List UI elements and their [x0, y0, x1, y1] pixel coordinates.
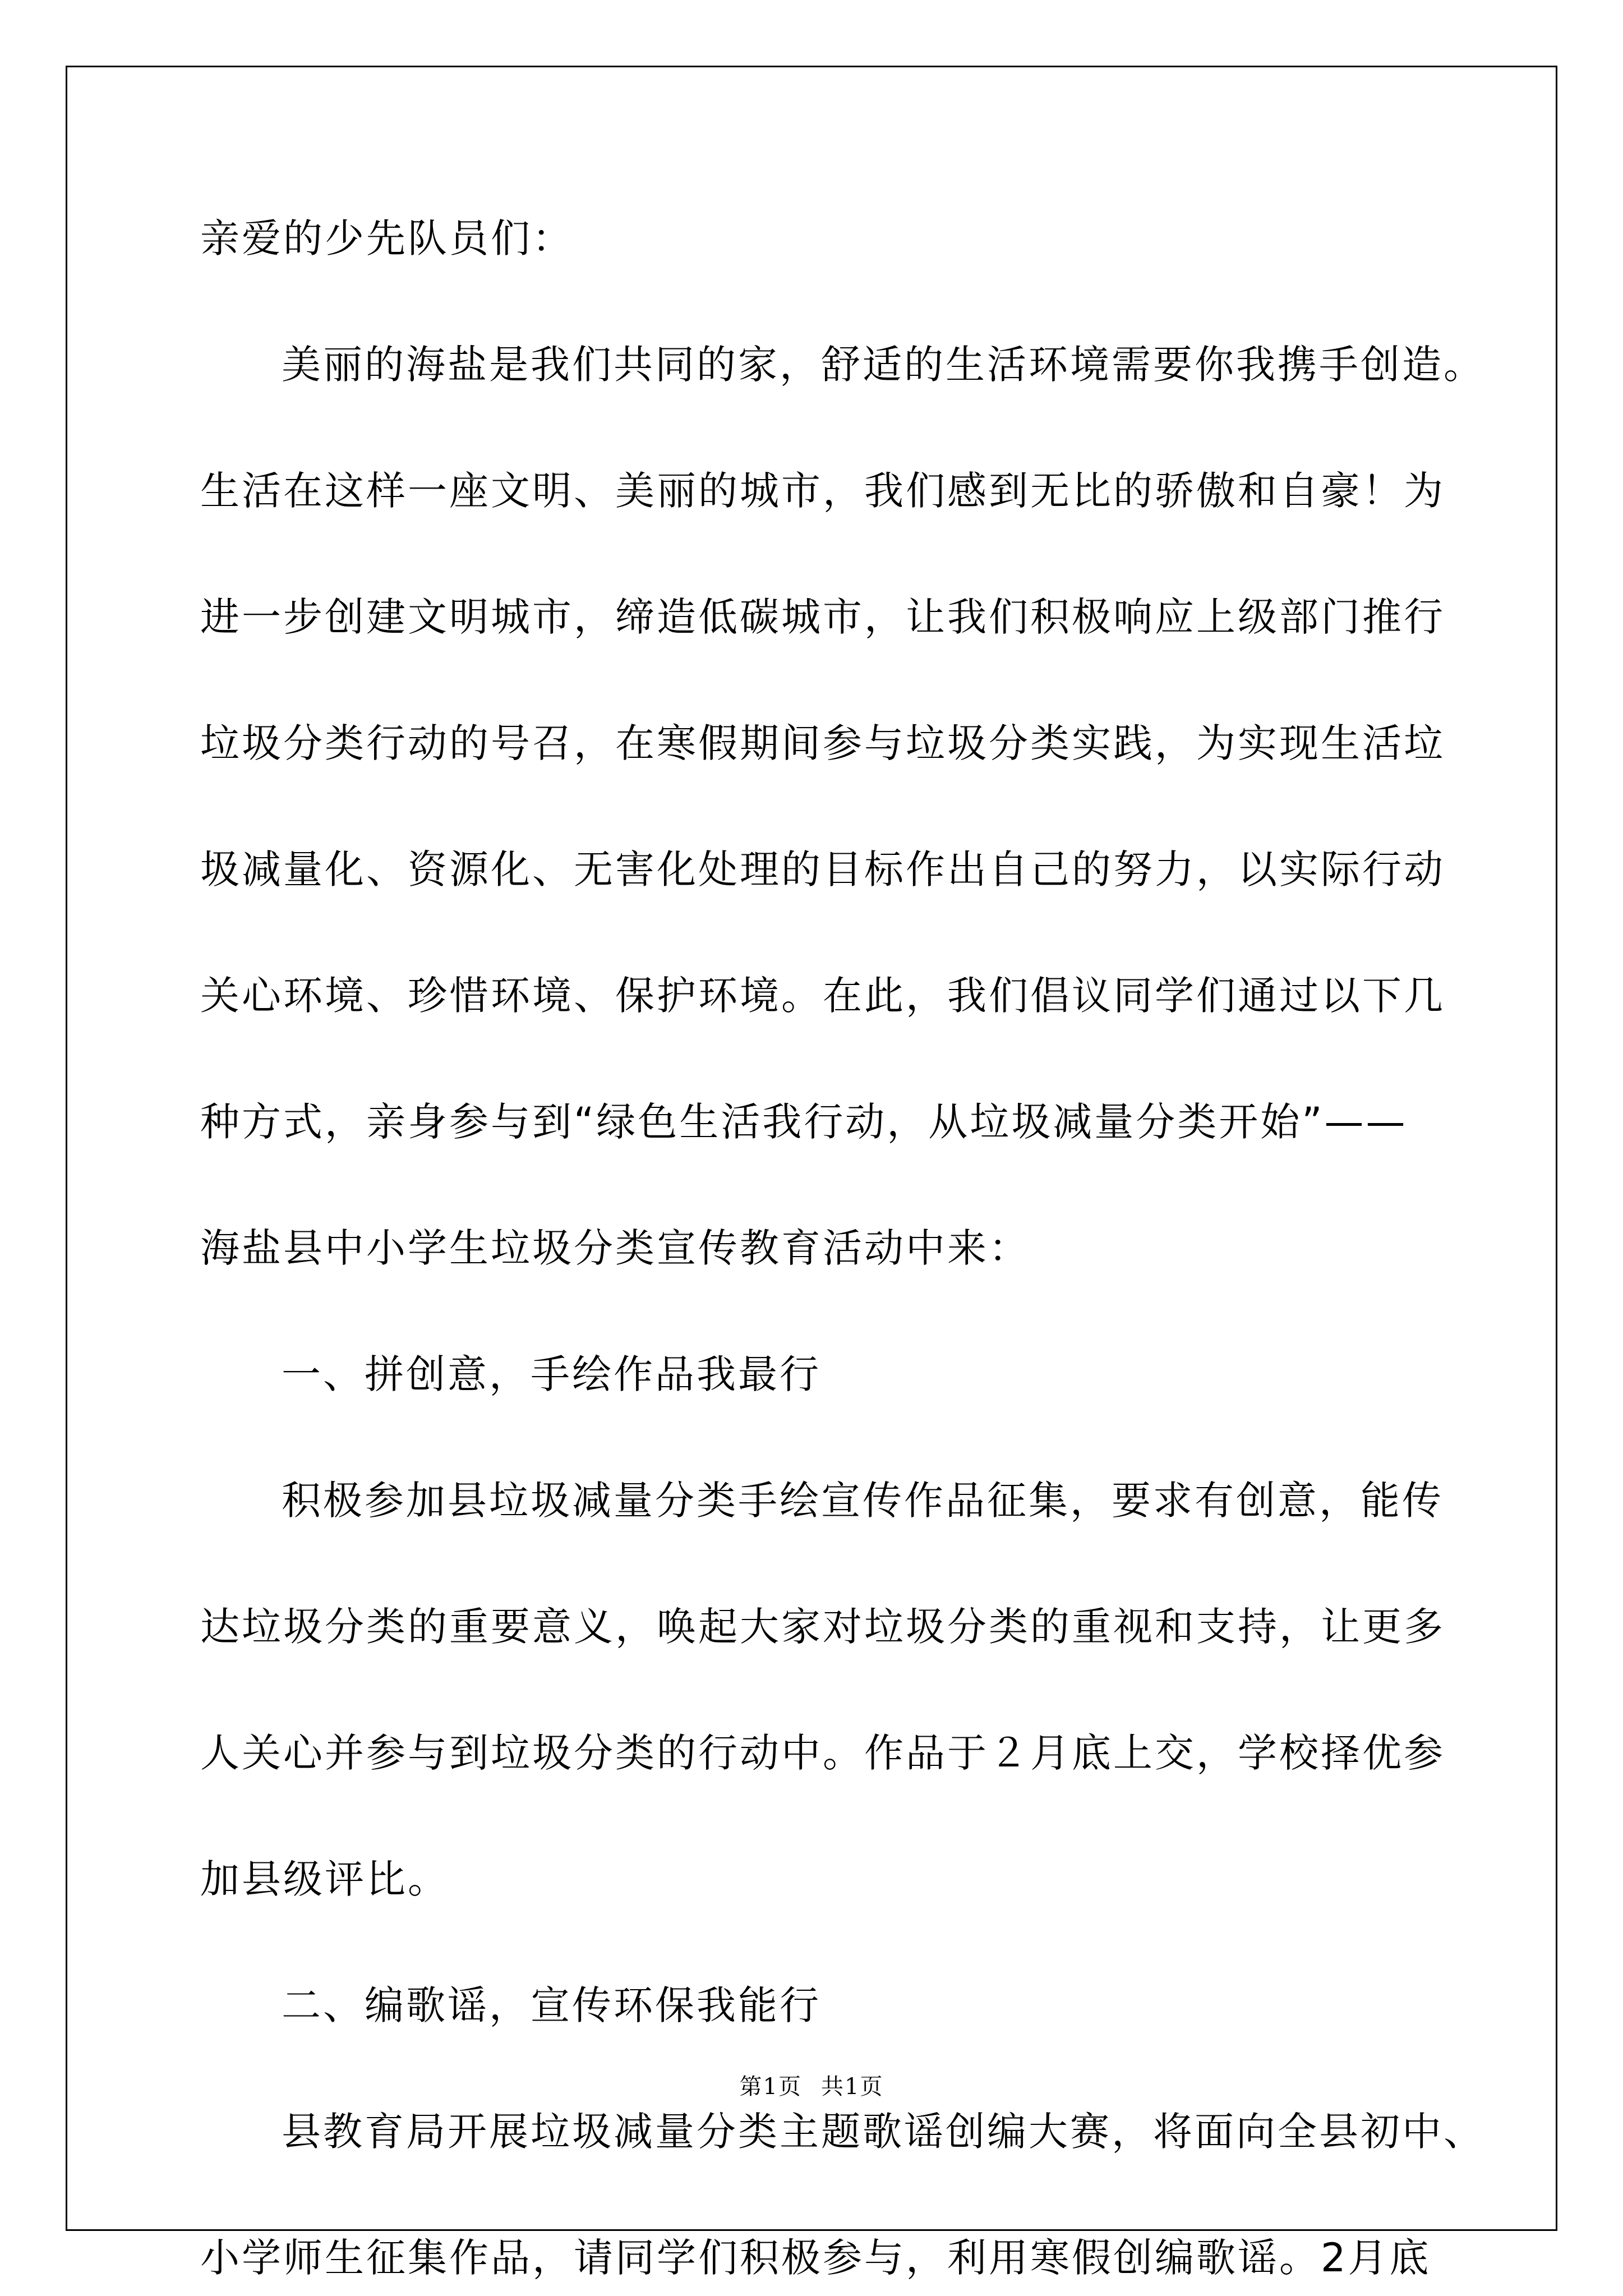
section-1-line-4: 加县级评比。 [200, 1856, 449, 1902]
page-border [66, 66, 1557, 2231]
salutation: 亲爱的少先队员们： [200, 215, 574, 261]
page-number-current: 第1页 [739, 2074, 802, 2100]
paragraph-1-line-6: 关心环境、珍惜环境、保护环境。在此，我们倡议同学们通过以下几 [200, 973, 1445, 1019]
paragraph-1-line-3: 进一步创建文明城市，缔造低碳城市，让我们积极响应上级部门推行 [200, 594, 1445, 640]
page-number-total: 共1页 [821, 2074, 884, 2100]
section-2-heading: 二、编歌谣，宣传环保我能行 [282, 1982, 821, 2028]
section-2-line-1: 县教育局开展垃圾减量分类主题歌谣创编大赛，将面向全县初中、 [282, 2109, 1485, 2155]
section-1-line-1: 积极参加县垃圾减量分类手绘宣传作品征集，要求有创意，能传 [282, 1478, 1444, 1524]
paragraph-1-line-2: 生活在这样一座文明、美丽的城市，我们感到无比的骄傲和自豪！为 [200, 468, 1445, 514]
paragraph-1-line-5: 圾减量化、资源化、无害化处理的目标作出自己的努力，以实际行动 [200, 846, 1445, 892]
section-2-line-2: 小学师生征集作品，请同学们积极参与，利用寒假创编歌谣。2月底 [200, 2235, 1431, 2281]
page-footer [0, 2073, 1623, 2100]
section-1-heading: 一、拼创意，手绘作品我最行 [282, 1351, 821, 1397]
paragraph-1-line-1: 美丽的海盐是我们共同的家，舒适的生活环境需要你我携手创造。 [282, 342, 1485, 388]
paragraph-1-line-7: 种方式，亲身参与到“绿色生活我行动，从垃圾减量分类开始”—— [200, 1099, 1408, 1145]
paragraph-1-line-4: 垃圾分类行动的号召，在寒假期间参与垃圾分类实践，为实现生活垃 [200, 720, 1445, 766]
section-1-line-3: 人关心并参与到垃圾分类的行动中。作品于２月底上交，学校择优参 [200, 1730, 1445, 1776]
paragraph-1-line-8: 海盐县中小学生垃圾分类宣传教育活动中来： [200, 1225, 1030, 1271]
section-1-line-2: 达垃圾分类的重要意义，唤起大家对垃圾分类的重视和支持，让更多 [200, 1604, 1445, 1650]
